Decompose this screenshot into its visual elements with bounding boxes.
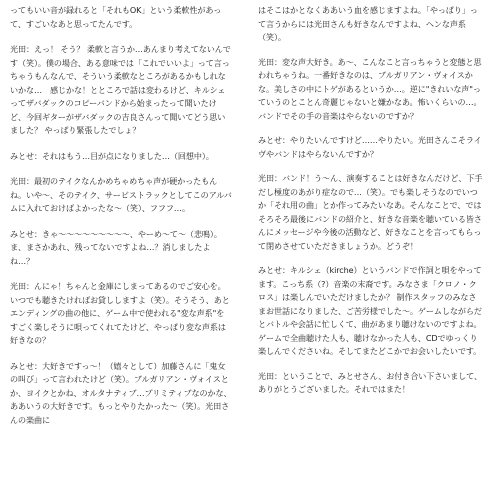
paragraph: みとせ：大好きですっ〜！（嬉々として）加藤さんに「鬼女の叫び」って言われたけど（笑）。ブルガリアン・ヴォイスとか、ヨイクとかね、オルタナティブ…プリミティブなのかな、ああいうの大好きです。もっとやりたかった〜（笑）。光田さんの楽曲に [10,360,232,425]
paragraph: みとせ：やりたいんですけど……やりたい。光田さんこそライヴやバンドはやらないんですか？ [258,135,482,159]
paragraph: はそこはかとなくああいう血を感じますよね。「やっぱり」って言うからには光田さんも好きなんですよね、ヘンな声系（笑）。 [258,5,478,42]
paragraph: ってもいい音が録れると「それもOK」という柔軟性があって、すごいなあと思ってたんです。 [10,5,222,29]
paragraph: 光田：変な声大好き。あ〜、こんなこと言っちゃうと変態と思われちゃうね。一番好きなのは、ブルガリアン・ヴォイスかな。美しさの中にトゲがあるというか…。逆に"きれいな声"っていうのとことん奇麗じゃないと嫌かなあ。怖いくらいの…。バンドでその手の音楽はやらないのですか？ [258,56,482,121]
paragraph: 光田：んにゃ！ちゃんと金庫にしまってあるのでご安心を。いつでも聴きたければお貸ししますよ（笑）。そうそう、あとエンディングの曲の他に、ゲーム中で使われる"変な声系"をすごく楽しそうに唄ってくれてたけど、やっぱり変な声系は好きなの？ [10,281,230,345]
paragraph: 光田：最初のテイクなんかめちゃめちゃ声が硬かったもんね。いや〜、そのテイク、サービストラックとしてこのアルバムに入れておけばよかったな〜（笑）、フフフ…。 [10,176,232,213]
paragraph: みとせ：きゃ〜〜〜〜〜〜〜〜〜、やーめ〜て〜（悲鳴）。ま、まさかあれ、残ってないですよね…？消しましたよね…？ [10,228,222,266]
paragraph: みとせ：それはもう…目が点になりました…（回想中）。 [10,150,214,161]
paragraph: 光田：ということで、みとせさん、お付き合い下さいまして、ありがとうございました。それではまた！ [258,370,482,394]
paragraph: みとせ：キルシェ（kirche）というバンドで作詞と唄をやってます。こっち系（?）音楽の末裔です。みなさま「クロノ・クロス」は楽しんでいただけましたか？ 制作スタッフのみなさまお世話になりました、ご苦労様でした〜。ゲームしながらだとバトルや会話に忙しくて、曲があまり聴けないのですよね。ゲームで全曲聴けた人も、聴けなかった人も、CDでゆっくり楽しんでくださいね。そしてまたどこかでお会いしたいです。 [258,265,482,356]
paragraph: 光田：バンド！う〜ん、演奏することは好きなんだけど、下手だし極度のあがり症なので…（笑）。でも楽しそうなのでいつか「それ用の曲」とか作ってみたいなあ。そんなことで、ではそろそろ最後にバンドの紹介と、好きな音楽を聴いている皆さんにメッセージや今後の活動など、好きなことを言ってもらって閉めさせていただきましょうか。どうぞ！ [258,173,483,251]
right-column [258,4,484,408]
paragraph: 光田：えっ！ そう？ 柔軟と言うか…あんまり考えてないんです（笑）。僕の場合、ある意味では「これでいいよ」って言っちゃうもんなんで、そういう柔軟なところがあるかもしれないかな… 感じかな！とところで話は変わるけど、キルシェってザバダックのコピーバンドから始まったって聞いたけど、今回ギターがザバダックの吉良さんって聞いてどう思いました？ やっぱり緊張したでしょ？ [10,44,231,135]
left-column [10,4,232,439]
